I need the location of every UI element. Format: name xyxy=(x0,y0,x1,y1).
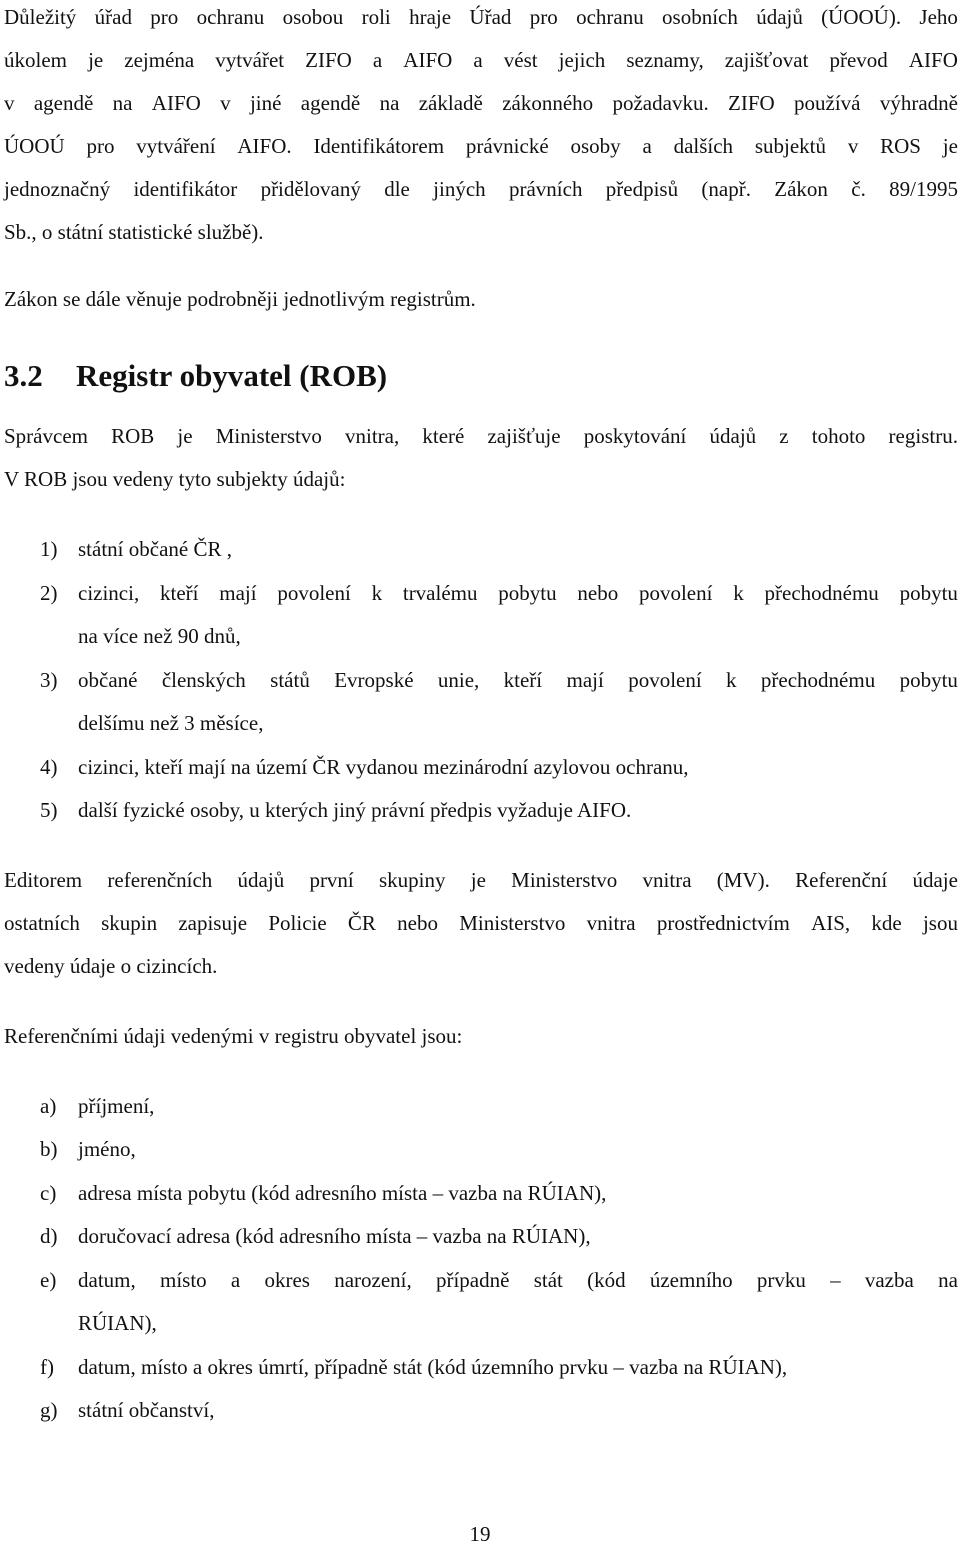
word: jiných xyxy=(433,177,486,201)
word: vést xyxy=(503,48,538,72)
word: č. xyxy=(851,177,866,201)
intro-line-2 xyxy=(4,47,958,73)
word: úkolem xyxy=(4,48,67,72)
word: hraje xyxy=(409,5,452,29)
word: Ministerstvo xyxy=(511,868,618,892)
rob-intro-line-1 xyxy=(4,423,958,449)
word: na xyxy=(112,91,133,115)
word: základě xyxy=(418,91,483,115)
list-marker: 3) xyxy=(40,668,58,692)
word: okres xyxy=(264,1268,310,1292)
word: datum, xyxy=(78,1268,136,1292)
word: unie, xyxy=(437,668,480,692)
word: tohoto xyxy=(811,424,866,448)
list-item xyxy=(40,1093,154,1119)
word: Referenční xyxy=(795,868,888,892)
list-item xyxy=(40,1267,958,1293)
word: v xyxy=(847,134,859,158)
list-item-continuation: na více než 90 dnů, xyxy=(78,624,241,648)
word: kteří xyxy=(503,668,543,692)
word: případně xyxy=(435,1268,510,1292)
editors-line-1 xyxy=(4,867,958,893)
word: Ministerstvo xyxy=(459,911,566,935)
word: mají xyxy=(219,581,257,605)
list-item xyxy=(40,580,958,606)
word: v xyxy=(220,91,231,115)
word: údajů xyxy=(237,868,285,892)
word: AIFO xyxy=(151,91,201,115)
word: cizinci, xyxy=(78,581,140,605)
word: AIFO xyxy=(908,48,958,72)
word: přechodnému xyxy=(760,668,876,692)
word: ROB xyxy=(111,424,155,448)
word: Ministerstvo xyxy=(215,424,322,448)
word: jejich xyxy=(558,48,606,72)
word: údaje xyxy=(912,868,958,892)
word: trvalému xyxy=(402,581,478,605)
word: které xyxy=(422,424,465,448)
word: právnické xyxy=(465,134,549,158)
list-item-text xyxy=(78,667,958,693)
word: (MV). xyxy=(716,868,770,892)
word: používá xyxy=(794,91,861,115)
list-item-text: cizinci, kteří mají na území ČR vydanou mezinárodní azylovou ochranu, xyxy=(78,755,689,779)
word: v xyxy=(4,91,15,115)
word: vytváření xyxy=(136,134,216,158)
word: kde xyxy=(871,911,902,935)
word: skupin xyxy=(101,911,158,935)
list-item-text: další fyzické osoby, u kterých jiný právní předpis vyžaduje AIFO. xyxy=(78,798,632,822)
word: referenčních xyxy=(107,868,213,892)
word: identifikátor xyxy=(133,177,238,201)
word: narození, xyxy=(334,1268,412,1292)
word: pobytu xyxy=(899,581,958,605)
word: (např. xyxy=(701,177,751,201)
word: přidělovaný xyxy=(260,177,361,201)
intro-line-1 xyxy=(4,4,958,30)
word: místo xyxy=(159,1268,207,1292)
intro-closing: Zákon se dále věnuje podrobněji jednotlivým registrům. xyxy=(4,287,476,311)
word: jsou xyxy=(922,911,958,935)
word: prvku xyxy=(756,1268,806,1292)
word: pro xyxy=(529,5,558,29)
word: AIFO xyxy=(403,48,453,72)
word: zákonného xyxy=(502,91,594,115)
list-item-continuation: delšímu než 3 měsíce, xyxy=(78,711,264,735)
word: k xyxy=(371,581,383,605)
word: údajů xyxy=(756,5,803,29)
word: je xyxy=(88,48,104,72)
word: první xyxy=(309,868,354,892)
word: agendě xyxy=(33,91,94,115)
word: převod xyxy=(829,48,888,72)
word: zajišťuje xyxy=(487,424,561,448)
word: z xyxy=(779,424,789,448)
list-item-continuation: RÚIAN), xyxy=(78,1311,157,1335)
word: občané xyxy=(78,668,138,692)
word: povolení xyxy=(628,668,702,692)
word: na xyxy=(379,91,400,115)
word: nebo xyxy=(577,581,619,605)
word: Správcem xyxy=(4,424,88,448)
word: stát xyxy=(533,1268,563,1292)
word: Identifikátorem xyxy=(313,134,445,158)
page-number: 19 xyxy=(469,1522,491,1546)
word: vnitra xyxy=(642,868,692,892)
intro-line-4 xyxy=(4,133,958,159)
word: Úřad xyxy=(469,5,512,29)
word: povolení xyxy=(638,581,713,605)
word: pobytu xyxy=(498,581,557,605)
intro-line-3 xyxy=(4,90,958,116)
word: jednoznačný xyxy=(4,177,111,201)
list-item-text: adresa místa pobytu (kód adresního místa – vazba na RÚIAN), xyxy=(78,1181,607,1205)
word: požadavku. xyxy=(612,91,709,115)
word: kteří xyxy=(159,581,199,605)
word: států xyxy=(270,668,310,692)
word: je xyxy=(470,868,486,892)
list-marker: b) xyxy=(40,1137,58,1161)
list-item xyxy=(40,1223,591,1249)
word: povolení xyxy=(277,581,351,605)
word: osobou xyxy=(282,5,344,29)
list-item xyxy=(40,536,232,562)
list-marker: f) xyxy=(40,1355,54,1379)
intro-line-6: Sb., o státní statistické službě). xyxy=(4,220,264,244)
word: seznamy, xyxy=(626,48,704,72)
list-item-text: datum, místo a okres úmrtí, případně stát (kód územního prvku – vazba na RÚIAN), xyxy=(78,1355,788,1379)
word: ZIFO xyxy=(305,48,352,72)
word: registru. xyxy=(888,424,958,448)
list-item-text: doručovací adresa (kód adresního místa – vazba na RÚIAN), xyxy=(78,1224,591,1248)
list-marker: 1) xyxy=(40,537,58,561)
list-marker: 5) xyxy=(40,798,58,822)
word: AIFO. xyxy=(237,134,292,158)
list-marker: c) xyxy=(40,1181,57,1205)
word: pro xyxy=(86,134,115,158)
word: Jeho xyxy=(919,5,958,29)
list-item-text xyxy=(78,1267,958,1293)
word: ostatních xyxy=(4,911,80,935)
list-item-text xyxy=(78,580,958,606)
list-marker: e) xyxy=(40,1268,57,1292)
word: vazba xyxy=(864,1268,914,1292)
list-item xyxy=(40,1397,214,1423)
word: Důležitý xyxy=(4,5,77,29)
intro-line-5 xyxy=(4,176,958,202)
word: územního xyxy=(649,1268,733,1292)
word: a xyxy=(642,134,652,158)
word: k xyxy=(733,581,744,605)
list-marker: 4) xyxy=(40,755,58,779)
word: Evropské xyxy=(334,668,414,692)
word: dalších xyxy=(673,134,734,158)
list-item-text: státní občanství, xyxy=(78,1398,215,1422)
word: osobních xyxy=(662,5,738,29)
list-item-text: státní občané ČR , xyxy=(78,537,232,561)
word: úřad xyxy=(94,5,132,29)
list-item xyxy=(40,1180,606,1206)
word: AIS, xyxy=(811,911,851,935)
word: Policie xyxy=(268,911,327,935)
word: zapisuje xyxy=(178,911,248,935)
word: je xyxy=(177,424,193,448)
word: k xyxy=(726,668,737,692)
word: členských xyxy=(161,668,246,692)
list-item-text: jméno, xyxy=(78,1137,136,1161)
word: pro xyxy=(150,5,179,29)
word: ochranu xyxy=(576,5,644,29)
list-marker: g) xyxy=(40,1398,58,1422)
word: ZIFO xyxy=(728,91,775,115)
word: agendě xyxy=(300,91,361,115)
reference-intro: Referenčními údaji vedenými v registru obyvatel jsou: xyxy=(4,1024,463,1048)
word: zajišťovat xyxy=(724,48,809,72)
word: zejména xyxy=(124,48,195,72)
list-item-text: příjmení, xyxy=(78,1094,155,1118)
list-marker: a) xyxy=(40,1094,57,1118)
word: Editorem xyxy=(4,868,83,892)
word: Zákon xyxy=(774,177,828,201)
word: ochranu xyxy=(196,5,265,29)
word: nebo xyxy=(397,911,438,935)
list-item xyxy=(40,1354,787,1380)
word: skupiny xyxy=(379,868,446,892)
list-item xyxy=(40,1136,136,1162)
list-item xyxy=(40,667,958,693)
word: přechodnému xyxy=(764,581,879,605)
word: je xyxy=(942,134,958,158)
word: výhradně xyxy=(879,91,958,115)
section-heading xyxy=(4,358,387,394)
word: mají xyxy=(566,668,604,692)
word: předpisů xyxy=(605,177,679,201)
word: (kód xyxy=(587,1268,626,1292)
word: roli xyxy=(361,5,391,29)
editors-line-2 xyxy=(4,910,958,936)
list-item xyxy=(40,797,631,823)
list-marker: d) xyxy=(40,1224,58,1248)
list-item xyxy=(40,754,689,780)
word: osoby xyxy=(570,134,621,158)
word: na xyxy=(938,1268,958,1292)
word: a xyxy=(473,48,483,72)
word: údajů xyxy=(709,424,757,448)
word: (ÚOOÚ). xyxy=(821,5,902,29)
word: ČR xyxy=(347,911,376,935)
word: prostřednictvím xyxy=(656,911,790,935)
word: vytvářet xyxy=(215,48,285,72)
word: 89/1995 xyxy=(889,177,958,201)
word: poskytování xyxy=(583,424,687,448)
word: právních xyxy=(508,177,583,201)
word: jiné xyxy=(249,91,282,115)
word: a xyxy=(372,48,383,72)
rob-intro-line-2: V ROB jsou vedeny tyto subjekty údajů: xyxy=(4,467,346,491)
section-number: 3.2 xyxy=(4,358,43,393)
word: – xyxy=(830,1268,841,1292)
word: vnitra, xyxy=(345,424,400,448)
word: vnitra xyxy=(586,911,636,935)
word: ROS xyxy=(880,134,921,158)
editors-line-3: vedeny údaje o cizincích. xyxy=(4,954,218,978)
word: dle xyxy=(384,177,410,201)
list-marker: 2) xyxy=(40,581,58,605)
word: a xyxy=(230,1268,241,1292)
word: subjektů xyxy=(754,134,827,158)
word: pobytu xyxy=(899,668,958,692)
word: ÚOOÚ xyxy=(4,134,65,158)
section-title: Registr obyvatel (ROB) xyxy=(76,358,388,393)
